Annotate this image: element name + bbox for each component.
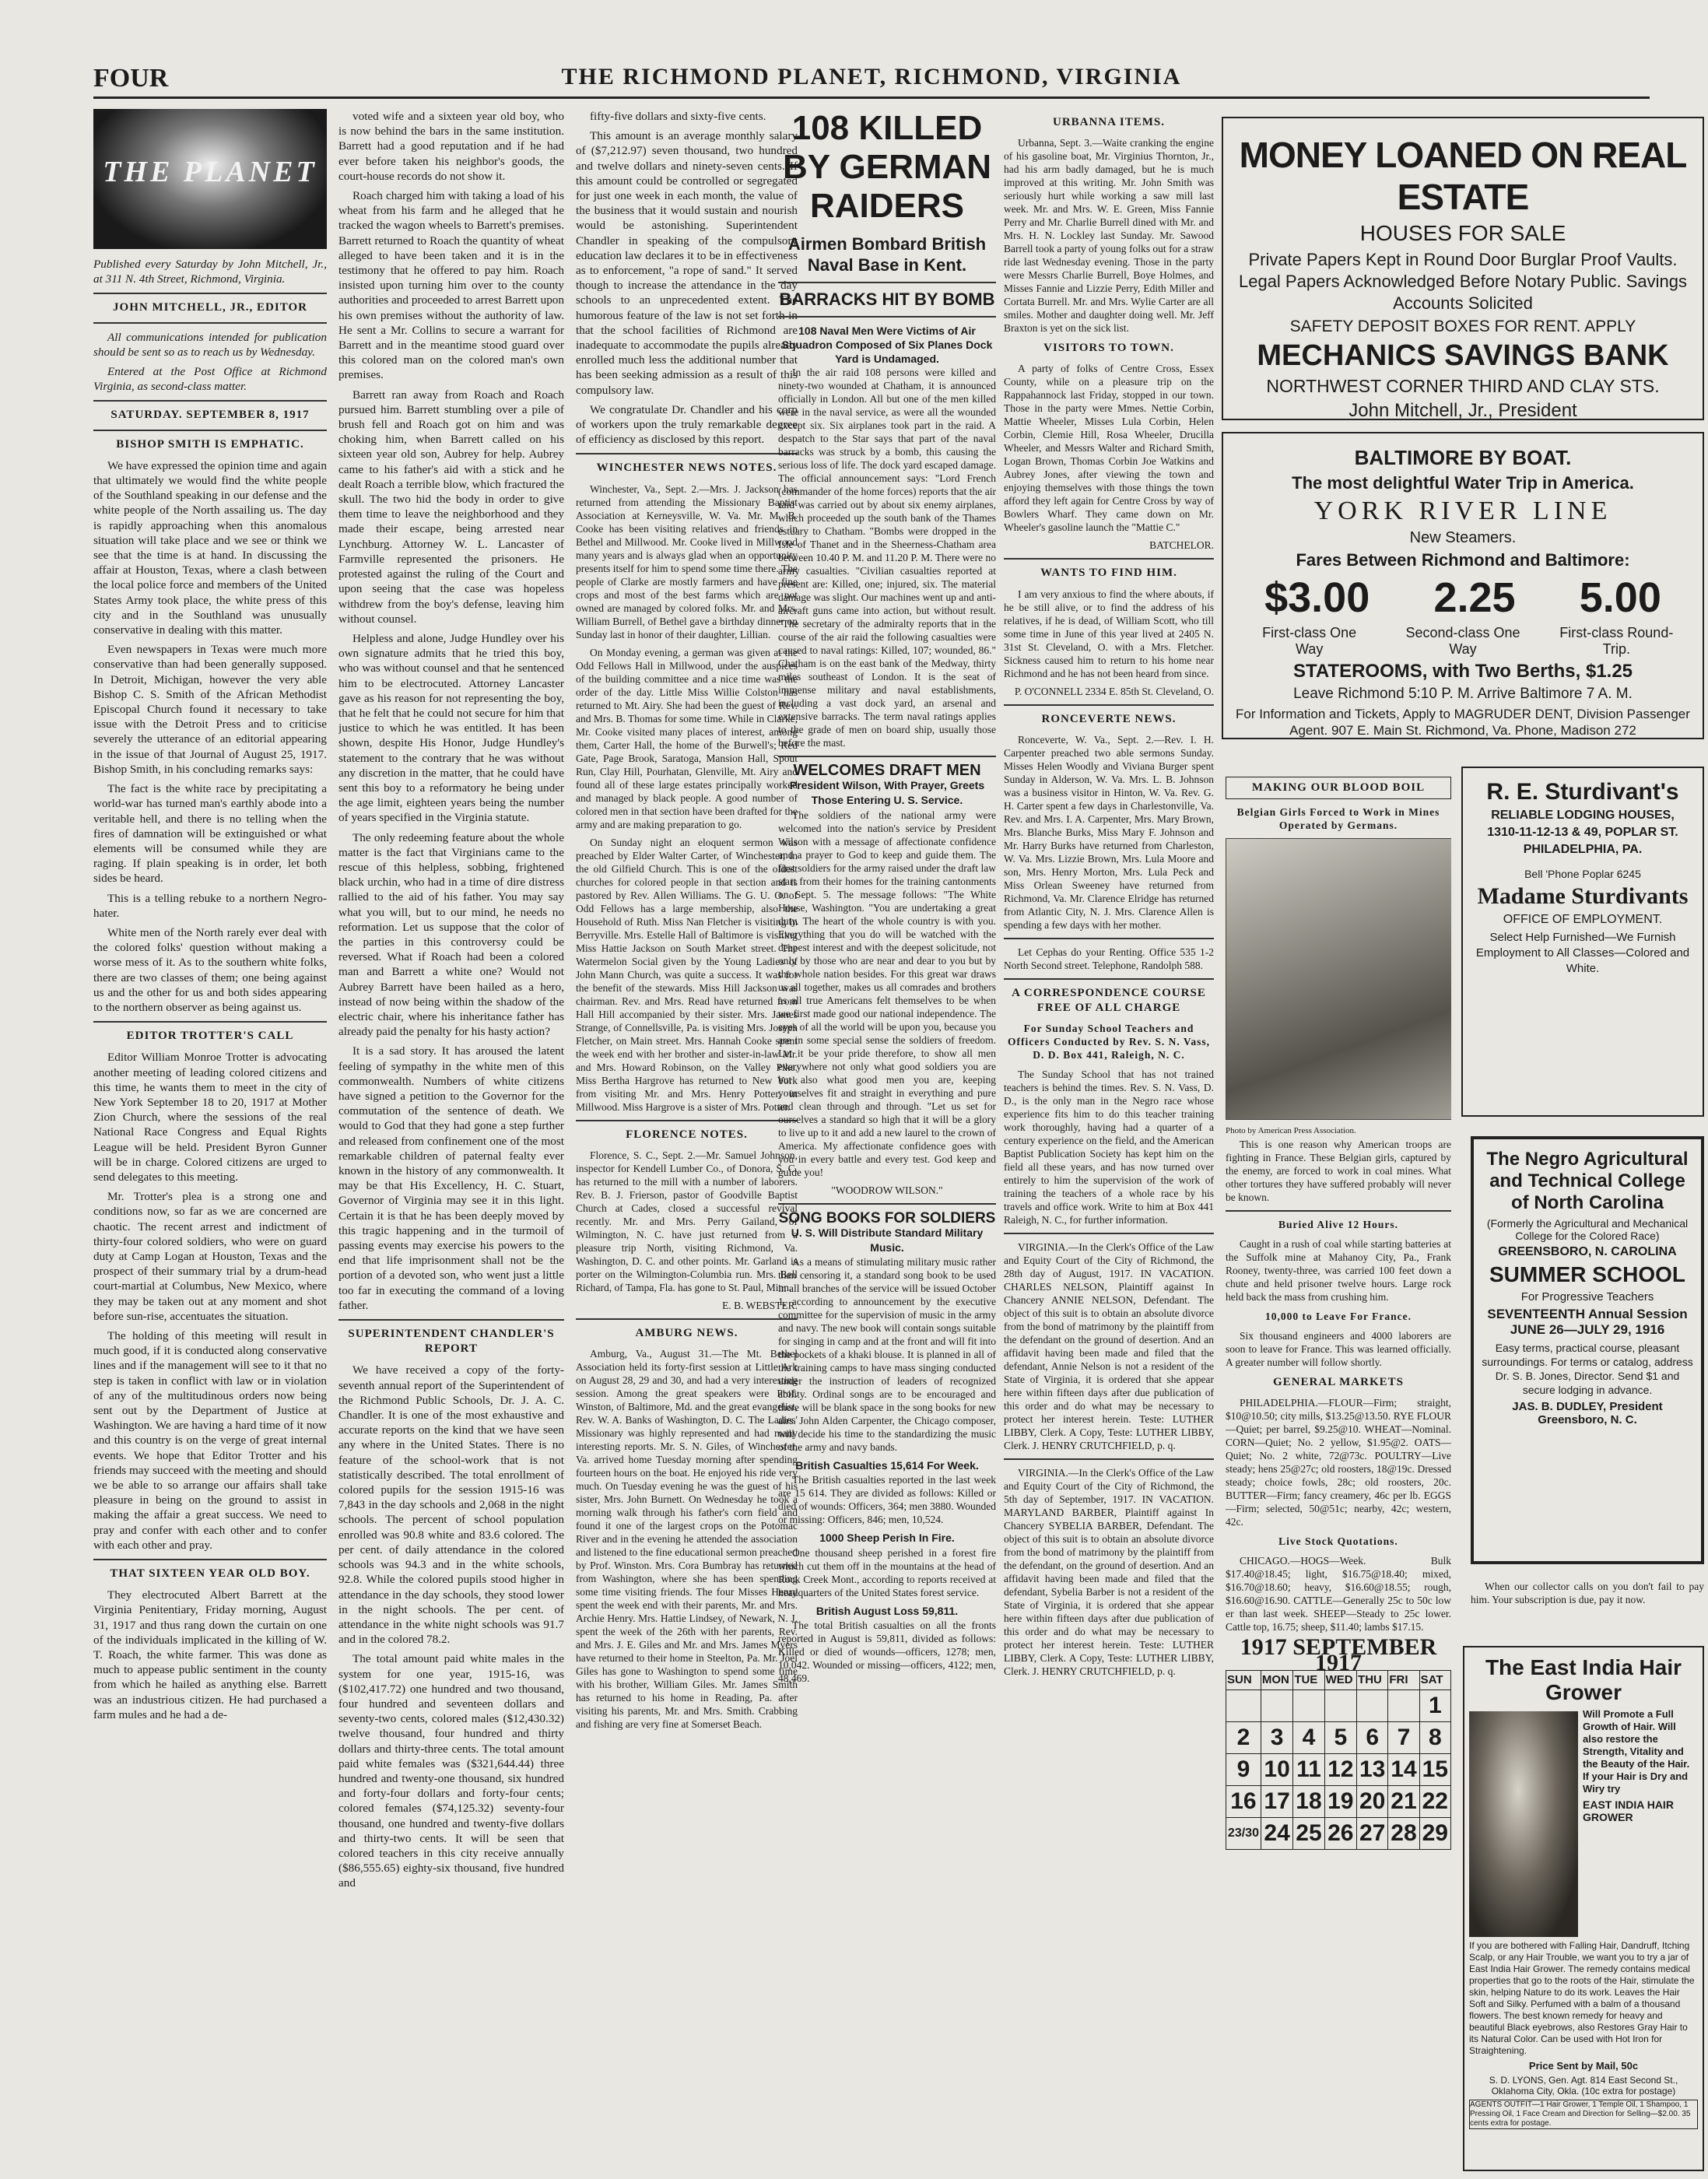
article-paragraph: In the air raid 108 persons were killed and ninety-two wounded at Chatham, it is announced officially in London. All but one of the men killed were in the naval service, as were all the wounded except six. Six airplanes took part in the raid. A despatch to the Star says that part of the naval barracks was struck by a bomb, this causing the serious loss of life. The dock yard escaped damage. The official announcement says: "Lord French (commander of the home forces) reports that the air raid was carried out by about six enemy airplanes, which proceeded up the south bank of the Thames estuary to Chatham. "Bombs were dropped in the Isle of Thanet and in the Sheerness-Chatham area between 10.40 P. M. and 11.20 P. M. There were no army casualties. "Civilian casualties reported at present are: Killed, one; injured, six. The material damage was slight. Our machines went up and anti-aircraft guns came into action, but without result. "The secretary of the admiralty reports that in the course of the air raid the following casualties were caused to naval ratings: Killed, 107; wounded, 86." Chatham is on the east bank of the Medway, thirty miles southeast of London. It is the seat of immense military and naval establishments, including a vast dock yard, an arsenal and extensive barracks. The term naval ratings applies to the grade of men on board ship, usually those before the mast. (778, 367, 996, 749)
calendar-day: 22 (1419, 1785, 1450, 1817)
headline-deck: Airmen Bombard British Naval Base in Kent. (787, 234, 987, 275)
article-paragraph: Mr. Trotter's plea is a strong one and conditions now, so far as we are concerned are chaotic. The recent arrest and indictment of thirty-four colored soldiers, who were on guard duty at Camp Logan at Houston, Texas and the prospect of their summary trial by a drum-head court-martial at Columbus, New Mexico, where they may be taken out at any moment and shot before sun-rise, accentuates the situation. (93, 1190, 327, 1323)
article-heading: A CORRESPONDENCE COURSE FREE OF ALL CHARGE (1012, 986, 1206, 1015)
headline-deck: 108 Naval Men Were Victims of Air Squadron Composed of Six Planes Dock Yard is Undamaged. (781, 325, 993, 365)
calendar-day: 9 (1226, 1753, 1261, 1785)
calendar-day: 11 (1293, 1753, 1324, 1785)
ad-line: For Information and Tickets, Apply to MAGRUDER DENT, Division Passenger Agent. 907 E. Main St. Richmond, Va. Phone, Madison 272 (1236, 707, 1690, 738)
ad-line: EAST INDIA HAIR GROWER (1583, 1798, 1674, 1823)
calendar-day: 12 (1324, 1753, 1356, 1785)
article-heading: SUPERINTENDENT CHANDLER'S REPORT (348, 1328, 555, 1356)
calendar-day: 25 (1293, 1817, 1324, 1849)
article-paragraph: We have expressed the opinion time and again that ultimately we would find the white people of the Southland speaking in our defense and the white people of the North assailing us. The day is rapidly approaching when this anomalous situation will take place and we see or think we see that the time is at hand. In discussing the affair at Houston, Texas, where a clash between the local police force and members of the United States Army took place, the white press of this city and in the Southland was unusually conservative in dealing with this matter. (93, 458, 327, 637)
calendar-day: 5 (1324, 1721, 1356, 1753)
legal-notice: VIRGINIA.—In the Clerk's Office of the Law and Equity Court of the City of Richmond, the 28th day of August, 1917. IN VACATION. CHARLES NELSON, Plaintiff against In Chancery ANNIE NELSON, Defendant. The object of this suit is to obtain an absolute divorce from the bond of matrimony by the plaintiff from the defendant on the ground of desertion. And an affidavit having been made and filed that the defendant, Annie Nelson is not a resident of the State of Virginia, it is ordered that she appear here within fifteen days after due publication of this order and do what may be necessary to protect her interest herein. Teste: LUTHER LIBBY, Clerk. A Copy, Teste: LUTHER LIBBY, Clerk. J. HENRY CRUTCHFIELD, p. q. (1004, 1241, 1214, 1452)
calendar-day (1293, 1690, 1324, 1721)
woman-portrait (1469, 1711, 1578, 1937)
calendar-day (1388, 1690, 1419, 1721)
calendar-day: 13 (1357, 1753, 1388, 1785)
ad-line: If you are bothered with Falling Hair, Dandruff, Itching Scalp, or any Hair Trouble, we want you to try a jar of East India Hair Grower. The remedy contains medical properties that go to the roots of the Hair, stimulate the skin, helping Nature to do its work. Leaves the Hair Soft and Silky. Perfumed with a balm of a thousand flowers. The best known remedy for heavy and beautiful Black eyebrows, also Restores Gray Hair to its Natural Color. Can be used with Hot Iron for Straightening. (1469, 1940, 1695, 2056)
calendar-day-header: TUE (1293, 1670, 1324, 1690)
calendar-day (1226, 1690, 1261, 1721)
ad-line: (Formerly the Agricultural and Mechanical College for the Colored Race) (1486, 1217, 1689, 1242)
calendar-day: 18 (1293, 1785, 1324, 1817)
calendar-day-header: SAT (1419, 1670, 1450, 1690)
article-paragraph: The total British casualties on all the fronts reported in August is 59,811, divided as follows: Killed or died of wounds—officers, 1278; men, 10,042. Wounded or missing—officers, 4122; men, 48,469. (778, 1619, 996, 1684)
article-heading: EDITOR TROTTER'S CALL (126, 1030, 294, 1043)
ad-line: Price Sent by Mail, 50c (1528, 2060, 1639, 2072)
newspaper-title: THE RICHMOND PLANET, RICHMOND, VIRGINIA (561, 64, 1182, 89)
calendar-day: 7 (1388, 1721, 1419, 1753)
collector-notice: When our collector calls on you don't fail to pay him. Your subscription is due, pay it now. (1471, 1581, 1704, 1605)
article-paragraph: They electrocuted Albert Barrett at the Virginia Penitentiary, Friday morning, August 31, 1917 and thus rang down the curtain on one of the individuals implicated in the killing of W. T. Roach, the white farmer. This was done as much to appease public sentiment in the county from which he hailed as anything else. Barrett was an industrious citizen. He had purchased a farm mules and he had a de- (93, 1588, 327, 1721)
ad-line: Leave Richmond 5:10 P. M. Arrive Baltimore 7 A. M. (1293, 686, 1633, 702)
article-paragraph: The total amount paid white males in the system for one year, 1915-16, was ($102,417.72) one hundred and two thousand, four hundred and seventeen dollars and seventy-two cents, colored males ($12,430.32) twelve thousand, four hundred and thirty dollars and thirty-three cents. The total amount paid white females was ($321,644.44) three hundred and twenty-one thousand, six hundred and forty-four dollars and forty-four cents; colored females ($74,125.32) seventy-four thousand, one hundred and twenty-five dollars and thirty-two cents. It will be seen that colored teachers in this city receive annually ($86,555.65) eighty-six thousand, five hundred and (338, 1652, 564, 1890)
divider (93, 1559, 327, 1560)
calendar-day: 2 (1226, 1721, 1261, 1753)
ad-line: For Progressive Teachers (1520, 1290, 1654, 1304)
divider (778, 1203, 996, 1205)
article-paragraph: As a means of stimulating military music rather than censoring it, a standard song book to be used in all branches of the service will be issued October 1, according to announcement by the executive committee for the supervision of music in the army and navy. The new book will contain songs suitable for singing in camp and at the front and will fit into the pockets of a khaki blouse. It is planned in all of the training camps to have mass singing conducted under the instruction of leaders of recognized ability. Ordinal songs are to be encouraged and there will be blank space in the song books for new airs. John Alden Carpenter, the Chicago composer, will decide his time to the standardizing the music of the army and navy bands. (778, 1256, 996, 1454)
issue-date: SATURDAY. SEPTEMBER 8, 1917 (110, 409, 310, 422)
column-6 (1226, 770, 1451, 2171)
ad-line: 1310-11-12-13 & 49, POPLAR ST. (1487, 826, 1678, 839)
fare-round: 5.00 (1579, 574, 1661, 621)
column-1 (93, 109, 327, 2163)
divider (93, 322, 327, 324)
calendar-day: 24 (1261, 1817, 1292, 1849)
ad-line: AGENTS OUTFIT—1 Hair Grower, 1 Temple Oil, 1 Shampoo, 1 Pressing Oil, 1 Face Cream and Direction for Selling—$2.00. 35 cents extra for postage. (1469, 2100, 1698, 2129)
article-paragraph: Ronceverte, W. Va., Sept. 2.—Rev. I. H. Carpenter preached two able sermons Sunday. Misses Helen Woodly and Viviana Burger spent Sunday in Alderson, W. Va. Mrs. L. B. Johnson was a business visitor in Hinton, W. Va. Rev. G. H. Carter spent a few days in Charlestonville, Va. Rev. and Mrs. I. A. Carpenter, Mrs. Mary Brown, Mrs. Blanche Burks, Miss Mary F. Johnson and Mr. Harry Burks have returned from Charleston, W. Va. Mrs. Lizzie Brown, Mrs. Lula Moore and son, Mrs. Henry Morton, Mrs. Lula Peck and Miss Orlean Sweeney have returned from Richmond, Va. Mr. Clarence Elridge has returned from Atlantic City, N. J. Mrs. Clarence Allen is spending a few days with her mother. (1004, 733, 1214, 931)
article-paragraph: Barrett ran away from Roach and Roach pursued him. Barrett stumbling over a pile of brush fell and Roach got on him and was choking him, when Barrett called on his sixteen year old son, Aubrey for help. Aubrey came to his father's aid with a stick and he dealt Roach a terrible blow, which fractured the skull. The two hid the body in order to give them time to leave the neighborhood and they made their escape, being arrested near Lynchburg. Attorney W. L. Lancaster of Farmville represented the prisoners. He protested against the ruling of the Court and upon seeing that the case was hopeless withdrew from the boy's defense, leaving him without counsel. (338, 388, 564, 626)
divider (93, 400, 327, 402)
article-paragraph: One thousand sheep perished in a forest fire which cut them off in the mountains at the head of Rock Creek Mont., according to reports received at headquarters of the United States forest service. (778, 1546, 996, 1598)
article-heading: MAKING OUR BLOOD BOIL (1226, 777, 1451, 799)
ad-line: Will Promote a Full Growth of Hair. Will also restore the Strength, Vitality and the Beauty of the Hair. If your Hair is Dry and Wiry try (1583, 1708, 1690, 1795)
ad-line: Select Help Furnished—We Furnish Employment to All Classes—Colored and White. (1475, 931, 1690, 975)
calendar-day: 16 (1226, 1785, 1261, 1817)
photo-credit: Photo by American Press Association. (1226, 1126, 1356, 1136)
ad-headline: YORK RIVER LINE (1313, 497, 1612, 525)
divider (1004, 704, 1214, 706)
ad-line: HOUSES FOR SALE (1359, 221, 1566, 245)
divider (1004, 1233, 1214, 1234)
article-paragraph: Editor William Monroe Trotter is advocating another meeting of leading colored citizens and this time, he wants them to meet in the city of New York September 18 to 20, 1917 at Mother Zion Church, where the sessions of the real National Race Congress and Equal Rights League will be held. President Byron Gunner will be in charge. Colored citizens are urged to send delegates to this meeting. (93, 1051, 327, 1184)
article-paragraph: We congratulate Dr. Chandler and his corp of workers upon the truly remarkable degree of efficiency as disclosed by this report. (576, 402, 798, 447)
ad-line: GREENSBORO, N. CAROLINA (1498, 1245, 1677, 1258)
bank-ad (1222, 117, 1704, 420)
article-paragraph: The only redeeming feature about the whole matter is the fact that Virginians came to the rescue of this helpless, sobbing, frightened black urchin, who had in a time of dire distress rallied to the aid of his father. You may say what you will, but to our mind, he needs no reformation. Let us suppose that the color of the parties in this controversy could be reversed. What if Roach had been a colored man and Barrett a white one? Would not Aubrey Barrett have been hailed as a hero, instead of now being within the shadow of the electric chair, where his inheritance father has already paid the penalty for his hasty action? (338, 830, 564, 1039)
article-heading: URBANNA ITEMS. (1052, 116, 1166, 128)
column-2 (338, 109, 564, 2163)
ad-headline: Madame Sturdivants (1477, 883, 1689, 909)
article-heading: 1000 Sheep Perish In Fire. (819, 1532, 955, 1545)
article-paragraph: Helpless and alone, Judge Hundley over his own signature admits that he tried this boy, who was without counsel and that he sentenced him to be electrocuted. Attorney Lancaster gave as his reason for not representing the boy, that he felt that he could not secure for him that justice to which he was entitled. It has been shown, despite His Honor, Judge Hundley's statement to the contrary that he was without any discretion in the matter, that he could have sent this boy to a reformatory he being under the age limit, eighteen years being the number of years specified in the Virginia statute. (338, 631, 564, 825)
article-paragraph: I am very anxious to find the where abouts, if he be still alive, or to find the address of his relatives, if he is dead, of William Scott, who till some time in June of this year lived at 2405 N. 31st St. Cleveland, O. with a Mrs. Fletcher. Sickness caused him to return to his home near Richmond and he has not been heard from since. (1004, 588, 1214, 679)
article-heading: RONCEVERTE NEWS. (1041, 712, 1177, 725)
calendar-day: 17 (1261, 1785, 1292, 1817)
headline-deck: BARRACKS HIT BY BOMB (779, 289, 995, 309)
ad-line: Easy terms, practical course, pleasant surroundings. For terms or catalog, address Dr. S. B. Jones, Director. Send $1 and secure lodging in advance. (1482, 1342, 1693, 1396)
calendar-week (1226, 1753, 1451, 1785)
article-paragraph: On Monday evening, a german was given at the Odd Fellows Hall in Millwood, under the auspices of the building committee and a nice time was the order of the day. Little Miss Willie Colston has returned to Mt. Airy. She had been the guest of Rev. and Mrs. B. Thomas for some time. While in Clarke, Mr. Cooke visited many places of interest, among them, Carter Hall, the home of the Burwell's; Red Gate, Page Brook, Saratoga, Mansion Hall, Spout Run, Clay Hill, Pourhatan, Glenville, Mt. Airy and found all of these large estates principally worked and managed by black people. A good number of colored men in that section have been drafted for the army and are making preparation to go. (576, 646, 798, 830)
divider (576, 453, 798, 454)
calendar-day: 10 (1261, 1753, 1292, 1785)
article-paragraph: This is a telling rebuke to a northern Negro-hater. (93, 891, 327, 920)
divider (93, 293, 327, 294)
calendar-day (1357, 1690, 1388, 1721)
column-4 (778, 109, 996, 2163)
divider (1004, 1458, 1214, 1460)
calendar-week (1226, 1721, 1451, 1753)
calendar-week (1226, 1817, 1451, 1849)
divider (93, 430, 327, 431)
masthead (93, 62, 1650, 99)
ad-headline: R. E. Sturdivant's (1486, 779, 1679, 805)
divider (1004, 978, 1214, 980)
ad-line: PHILADELPHIA, PA. (1523, 843, 1643, 856)
steamship-ad (1222, 432, 1704, 739)
article-heading: Buried Alive 12 Hours. (1278, 1219, 1398, 1231)
legal-notice: VIRGINIA.—In the Clerk's Office of the Law and Equity Court of the City of Richmond, the 5th day of September, 1917. IN VACATION. MARYLAND BARBER, Plaintiff against In Chancery SYBELIA BARBER, Defendant. The object of this suit is to obtain an absolute divorce from the bond of matrimony by the plaintiff from the defendant, on the ground of desertion. And an affidavit having been made and filed that the defendant, Sybelia Barber is not a resident of the State of Virginia, it is ordered that she appear here within fifteen days after due publication of this order and do what may be necessary to protect her interest herein. Teste: LUTHER LIBBY, Clerk. A Copy, Teste: LUTHER LIBBY, Clerk. J. HENRY CRUTCHFIELD, p. q. (1004, 1467, 1214, 1678)
ad-headline: The East India Hair Grower (1485, 1655, 1682, 1704)
article-heading: AMBURG NEWS. (635, 1326, 738, 1339)
article-heading: THAT SIXTEEN YEAR OLD BOY. (110, 1567, 310, 1581)
calendar-day: 26 (1324, 1817, 1356, 1849)
calendar-body (1226, 1690, 1451, 1849)
ad-line: Fares Between Richmond and Baltimore: (1296, 550, 1630, 570)
fares (1233, 574, 1693, 622)
ad-headline: SUMMER SCHOOL (1489, 1262, 1685, 1286)
fare-first: $3.00 (1264, 574, 1370, 621)
headline-deck: President Wilson, With Prayer, Greets Those Entering U. S. Service. (789, 779, 985, 807)
column-5 (1004, 109, 1214, 2163)
article-paragraph: The Sunday School that has not trained teachers is behind the times. Rev. S. N. Vass, D. D., is the only man in the Negro race whose experience fits him to do this teacher training work thoroughly, having had a quarter of a century experience on the field, and the American Baptist Publication Society has kept him on the field all these years, and has now turned over entirely to him the supervision of the work of training the teachers of a whole race by his travels and office work. Write to him at Box 441 Raleigh, N. C., for further information. (1004, 1068, 1214, 1226)
ad-headline: MONEY LOANED ON REAL ESTATE (1239, 135, 1687, 217)
article-paragraph: Urbanna, Sept. 3.—Waite cranking the engine of his gasoline boat, Mr. Virginius Thornton, Jr., had his arm badly damaged, but he is much improved at this writing. Mr. John Smith was seriously hurt while working a saw mill last week. Mr. and Mrs. W. E. Green, Miss Fannie Perry and Mr. Charlie Burrell dined with Mr. and Mrs. H. N. Lockley last Sunday. Mr. Sawood Barrell took a party of young folks out for a straw ride last Wednesday evening. Those in the party were Messrs Charlie Burrell, Boye Holmes, and Misses Fannie and Lizzie Perry, Edith Miller and Cortata Burrell. Mr. and Mrs. Wylie Carter are all smiles. Mother and daughter doing well. Mr. Jeff Braxton is yet on the sick list. (1004, 137, 1214, 335)
article-heading: WINCHESTER NEWS NOTES. (596, 461, 777, 475)
publication-info: Published every Saturday by John Mitchell, Jr., at 311 N. 4th Street, Richmond, Virginia. (93, 258, 327, 286)
divider (93, 1021, 327, 1023)
calendar-day: 20 (1357, 1785, 1388, 1817)
article-paragraph: The British casualties reported in the last week are 15 614. They are divided as follows: Killed or died of wounds: Officers, 364; men 3880. Wounded or missing: Officers, 846; men, 10,524. (778, 1474, 996, 1526)
ad-line: SAFETY DEPOSIT BOXES FOR RENT. APPLY (1289, 318, 1636, 335)
article-paragraph: Winchester, Va., Sept. 2.—Mrs. J. Jackson has returned from attending the Missionary Baptist Association at Kerneysville, W. Va. Mr. M. B. Cooke has been visiting relatives and friends in Bethel and Millwood. Mr. Cooke lived in Millwood many years and is always glad when an opportunity presents itself for him to spend some time there. The people of Clarke are mostly farmers and have fine crops and most of the best farms which are not owned are managed by colored folks. Mr. and Mrs. William Burrell, of Bethel gave a birthday dinner on Sunday last in honor of their daughter, Lillian. (576, 482, 798, 640)
ad-line: NORTHWEST CORNER THIRD AND CLAY STS. (1266, 376, 1660, 396)
ad-line: OFFICE OF EMPLOYMENT. (1503, 913, 1663, 926)
ad-line: JAS. B. DUDLEY, President Greensboro, N. C. (1512, 1400, 1663, 1426)
ad-headline: BALTIMORE BY BOAT. (1354, 446, 1572, 469)
article-paragraph: A party of folks of Centre Cross, Essex County, while on a pleasure trip on the Rappahannock last Friday, stopped in our town. Those in the party were Mmes. Nettie Corbin, Mattie Wheeler, Misses Lula Corbin, Helen Corbin, Clemie Hill, Rosa Wheeler, Drucilla Wheeler, and Messrs Walter and Richard Smith, Logan Brown, Thomas Corbin Joe Watkins and Aubrey Jones, after viewing the town and enjoying themselves with those things the town afford they left again for Centre Cross by way of Bowlers Wharf. They came down on Mr. Wheeler's gasoline launch the "Mattie C." (1004, 363, 1214, 534)
signature: E. B. WEBSTER. (722, 1299, 798, 1311)
ad-headline: The Negro Agricultural and Technical College of North Carolina (1486, 1149, 1689, 1213)
article-paragraph: voted wife and a sixteen year old boy, who is now behind the bars in the same institution. Barrett had a good reputation and if he had ever before taken his neighbor's goods, the court-house records do not show it. (338, 110, 564, 183)
planet-logo: THE PLANET (93, 109, 327, 249)
headline-deck: Belgian Girls Forced to Work in Mines Operated by Germans. (1236, 806, 1440, 832)
calendar-day-header: FRI (1388, 1670, 1419, 1690)
column-3 (576, 109, 798, 2163)
divider (338, 1319, 564, 1321)
article-heading: FLORENCE NOTES. (626, 1128, 748, 1141)
article-paragraph: Roach charged him with taking a load of his wheat from his farm and he alleged that he tracked the wagon wheels to Barrett's premises. Barrett returned to Roach the quantity of wheat alleged to have been taken and it is in the testimony that he offered to pay him. Roach insisted upon turning him over to the county authorities and proceeded to arrest Barrett upon his own premises without the authority of law. He sent a Mr. Collins to secure a warrant for Barrett and in the meantime stood guard over this colored man on the colored man's own premises. (338, 189, 564, 382)
calendar-day-header: THU (1357, 1670, 1388, 1690)
fare-classes: First-class One Way Second-class One Way First-class Round-Trip. (1262, 625, 1674, 657)
article-heading: SONG BOOKS FOR SOLDIERS (778, 1209, 996, 1226)
divider (1004, 558, 1214, 560)
divider (778, 316, 996, 318)
calendar-header (1226, 1670, 1451, 1690)
calendar-day-header: MON (1261, 1670, 1292, 1690)
article-paragraph: On Sunday night an eloquent sermon was preached by Elder Walter Carter, of Winchester, in the old Gilfield Church. This is one of the oldest churches for colored people in that section and is pastored by Rev. Allen Williams. The G. U. O. of Odd Fellows has a large membership, also the Household of Ruth. Miss Nan Fletcher is visiting in Berryville. Mrs. Estelle Hall of Baltimore is visiting Miss Hattie Jackson on South Market street. The Watermelon Social given by the Young Ladies of John Mann Church, was quite a success. It was for the benefit of the stewards. Miss Hill Jackson was chairman. Rev. and Mrs. Read have returned from Hall Hill accompanied by their sister. Mrs. James Strange, of Connellsville, Pa. is visiting Mrs. Joseph Fletcher, on Main street. Mrs. Hannah Cooke spent the week end with her brother and sister-in-law Mr. and Mrs. Howard Robinson, on the Valley Pike. Miss Bertha Hargrove has returned to New York from visiting Mr. and Mrs. Henry Potter, in Millwood. Miss Hargrove is a sister of Mrs. Potter. (576, 836, 798, 1113)
calendar-day (1324, 1690, 1356, 1721)
signature: BATCHELOR. (1149, 539, 1214, 552)
calendar-day: 29 (1419, 1817, 1450, 1849)
article-paragraph: Amburg, Va., August 31.—The Mt. Bethel Association held its forty-first session at Little Ark on August 28, 29 and 30, and had a very interesting session. Among the great speakers were Prof. Winston, of Baltimore, Md. and the great evangelist, Rev. W. A. Banks of Washington, D. C. The Ladies' Missionary was highly represented and had many interesting reports. Mr. S. N. Giles, of Winchester, Va. arrived home Tuesday morning after spending fourteen hours on the boat. He enjoyed his ride very much. On Tuesday evening he was the guest of his sister, Mrs. John Burnett. On Wednesday he took a morning walk through his father's corn field and found it one of the largest crops on the Potomac River and in the evening he attended the association and listened to the fine educational sermon preached by Prof. Winston. Mrs. Cora Bumbray has returned from Washington, where she has been spending some time visiting friends. The four Misses Henry spent the week end with their parents, Mr. and Mrs. Archie Henry. Mrs. Hattie Lindsey, of Newark, N. J. spent the week of the 26th with her parents, Rev. and Mrs. J. E. Giles and Mr. and Mrs. James Myers have returned to their home in Steelton, Pa. Mr. Joel Giles has gone to Washington to spend some time with his brother, William Giles. Mr. James Smith has returned to his home in Reading, Pa. after visiting his parents, Mr. and Mrs. Smith. Crabbing and fishing are very fine at Somerset Beach. (576, 1348, 798, 1731)
divider (1226, 1210, 1451, 1212)
article-heading: British August Loss 59,811. (815, 1604, 959, 1617)
calendar-title: 1917 SEPTEMBER 1917 (1240, 1634, 1437, 1675)
article-heading: BISHOP SMITH IS EMPHATIC. (116, 437, 304, 451)
article-heading: VISITORS TO TOWN. (1043, 342, 1174, 355)
ad-line: The most delightful Water Trip in America. (1292, 473, 1634, 493)
divider (778, 756, 996, 757)
divider (778, 282, 996, 283)
ad-line: STATEROOMS, with Two Berths, $1.25 (1292, 661, 1633, 682)
calendar-day: 27 (1357, 1817, 1388, 1849)
article-paragraph: fifty-five dollars and sixty-five cents. (590, 110, 766, 123)
calendar-day-header: WED (1324, 1670, 1356, 1690)
calendar (1226, 1670, 1451, 1850)
article-paragraph: The soldiers of the national army were welcomed into the nation's service by President Wilson with a message of affectionate confidence and a prayer to God to keep and guide them. The first soldiers for the army raised under the draft law start from their homes for the training cantonments on Sept. 5. The message follows: "The White House, Washington. "You are undertaking a great duty. The heart of the whole country is with you. Everything that you do will be watched with the deepest interest and with the deepest solicitude, not only by those who are near and dear to you but by the whole nation besides. For this great war draws us all together, makes us all comrades and brothers as all true Americans felt themselves to be when we first made good our national independence. The eyes of all the world will be upon you, because you are in some special sense the soldiers of freedom. Let it be your pride therefore, to show all men everywhere not only what good soldiers you are but also what good men you are, keeping yourselves fit and straight in everything and pure and clean through and through. "Let us set for ourselves a standard so high that it will be a glory to live up to it and add a new laurel to the crown of America. My affectionate confidence goes with you in every battle and every test. God keep and guide you! (778, 809, 996, 1178)
article-heading: 10,000 to Leave For France. (1265, 1311, 1412, 1323)
signature: P. O'CONNELL 2334 E. 85th St. Cleveland, O. (1014, 685, 1214, 697)
calendar-day: 19 (1324, 1785, 1356, 1817)
divider (576, 1318, 798, 1320)
calendar-day: 21 (1388, 1785, 1419, 1817)
article-heading: British Casualties 15,614 For Week. (795, 1459, 979, 1472)
signature: "WOODROW WILSON." (831, 1184, 943, 1196)
ad-line: Bell 'Phone Poplar 6245 (1524, 868, 1641, 880)
calendar-day: 15 (1419, 1753, 1450, 1785)
sturdivant-ad (1461, 767, 1704, 1117)
ad-line: Private Papers Kept in Round Door Burglar Proof Vaults. Legal Papers Acknowledged Before Notary Public. Savings Accounts Solicited (1238, 250, 1687, 313)
entry-notice: Entered at the Post Office at Richmond Virginia, as second-class matter. (93, 365, 327, 394)
market-report: CHICAGO.—HOGS—Week. Bulk $17.40@18.45; light, $16.75@18.40; mixed, $16.70@18.60; heavy, $16.60@18.55; rough, $16.60@16.90. CATTLE—Generally 25c to 50c low er than last week. SHEEP—Steady to 25c lower. Cattle top, 16.75; sheep, $11.40; lambs $17.15. (1226, 1555, 1451, 1633)
calendar-day-header: SUN (1226, 1670, 1261, 1690)
article-paragraph: Let Cephas do your Renting. Office 535 1-2 North Second street. Telephone, Randolph 588. (1004, 946, 1214, 971)
article-paragraph: We have received a copy of the forty-seventh annual report of the Superintendent of the Richmond Public Schools, Dr. J. A. C. Chandler. It is one of the most exhaustive and accurate reports on the kind that we have seen any where in the United States. There is no feature of the school-work that is not statistically described. The total enrollment of colored pupils for the session 1915-16 was 7,843 in the day schools and 2,068 in the night schools. The percent of school population enrolled was 90.8 white and 83.6 colored. The per cent. of daily attendance in the colored schools was 94.3 and in the white schools, 92.8. While the colored pupils stood higher in attendance in the day schools, they stood lower in the night schools. The per cent. of attendance in the white night schools was 91.7 and in the colored 78.2. (338, 1363, 564, 1647)
calendar-day: 23/30 (1226, 1817, 1261, 1849)
notice: All communications intended for publication should be sent so as to reach us by Wednesday. (93, 330, 327, 359)
calendar-day: 28 (1388, 1817, 1419, 1849)
calendar-day: 4 (1293, 1721, 1324, 1753)
calendar-day: 8 (1419, 1721, 1450, 1753)
hair-grower-ad (1463, 1646, 1704, 2171)
college-ad (1471, 1136, 1704, 1564)
calendar-day (1261, 1690, 1292, 1721)
article-paragraph: The fact is the white race by precipitating a world-war has turned man's earthly abode into a veritable hell, and there is no telling when the fires of damnation will be extinguished or what elements will be consumed while they are raging. If plain speaking is in order, let both sides be heard. (93, 782, 327, 886)
ad-line: New Steamers. (1409, 529, 1517, 546)
article-paragraph: Caught in a rush of coal while starting batteries at the Suffolk mine at Mahanoy City, Pa., Frank Rooney, twenty-three, was carried 100 feet down a chute and held prisoner twelve hours. Large rock held back the mass from crushing him. (1226, 1238, 1451, 1304)
divider (576, 1120, 798, 1121)
calendar-week (1226, 1785, 1451, 1817)
editor-line: JOHN MITCHELL, JR., EDITOR (113, 301, 307, 314)
article-paragraph: The holding of this meeting will result in much good, if it is conducted along conservative lines and if the management will see to it that no step is taken in conflict with law or in violation of any of the multitudinous orders now being sent out by the Department of Justice at Washington. We are having a hard time of it now and this country is on the verge of great internal events. We hope that Editor Trotter and his friends may succeed with the meeting and should we be able to so arrange our affairs shall take pleasure in being on the ground to assist in making the affair a great success. We need to pray and confer with each other and to confer with each other and pray. (93, 1329, 327, 1552)
article-heading: WELCOMES DRAFT MEN (793, 762, 981, 779)
article-paragraph: This amount is an average monthly salary of ($7,212.97) seven thousand, two hundred and twelve dollars and ninety-seven cents. If this amount could be controlled or segregated for just one week in each month, the value of the business that it would sustain and nourish would be astonishing. Superintendent Chandler in speaking of the compulsory education law declares it to be in effectiveness as to enforcement, "a rope of sand." It served though to increase the attendance in the day schools to an unprecedented extent. The humorous feature of the law is not set forth in that the school facilities of Richmond are inadequate to accommodate the pupils already enrolled much less the additional number that has been seeking admission as a result of this compulsory law. (576, 129, 798, 397)
article-paragraph: Even newspapers in Texas were much more conservative than had been generally supposed. In Detroit, Michigan, however the very able Bishop C. S. Smith of the African Methodist Episcopal Church found it necessary to take issue with the Detroit Press and to criticise severely the utterance of an editorial appearing in the issue of that Journal of August 25, 1917. Bishop Smith, in his concluding remarks says: (93, 643, 327, 776)
calendar-day: 6 (1357, 1721, 1388, 1753)
article-heading: WANTS TO FIND HIM. (1040, 567, 1177, 580)
article-heading: Live Stock Quotations. (1278, 1535, 1398, 1548)
market-report: PHILADELPHIA.—FLOUR—Firm; straight, $10@10.50; city mills, $13.25@13.50. RYE FLOUR—Quiet; per barrel, $9.25@10. WHEAT—Nominal. CORN—Quiet; No. 2 yellow, $1.95@2. OATS—Quiet; No. 2 white, 72@73c. POULTRY—Live steady; hens 25@27c; old roosters, 18@19c. Dressed steady; choice fowls, 28c; old roosters, 20c. BUTTER—Firm; fancy creamery, 46c per lb. EGGS—Firm; selected, 50@51c; nearby, 42c; western, 42c. (1226, 1397, 1451, 1528)
ad-line: John Mitchell, Jr., President (1349, 400, 1577, 420)
ad-line: SEVENTEENTH Annual Session JUNE 26—JULY 29, 1916 (1487, 1307, 1688, 1337)
calendar-week (1226, 1690, 1451, 1721)
headline-deck: U. S. Will Distribute Standard Military Music. (791, 1226, 984, 1254)
ad-line: S. D. LYONS, Gen. Agt. 814 East Second St., Oklahoma City, Okla. (10c extra for postage) (1489, 2075, 1678, 2097)
article-paragraph: It is a sad story. It has aroused the latent feeling of sympathy in the white men of this commonwealth. Numbers of white citizens have signed a petition to the Governor for the commutation of the sentence of death. We would to God that they had gone a step further and released from confinement one of the most remarkable children of paternal fealty ever known in the history of any commonwealth. It may be that His Excellency, H. C. Stuart, Governor of Virginia may see it in this light. Certain it is that he has been deeply moved by this tragic happening and in the turmoil of passing events may exercise his powers to the end that life imprisonment shall not be the portion of a devoted son, who went just a little too far in executing the command of a loving father. (338, 1044, 564, 1312)
ad-headline: MECHANICS SAVINGS BANK (1257, 339, 1669, 372)
article-paragraph: White men of the North rarely ever deal with the colored folks' question without making a worse mess of it. As to the southern white folks, there are two classes of them; one being against us and the other for us and both sides appearing to the northern observer as being against us. (93, 925, 327, 1014)
article-heading: GENERAL MARKETS (1273, 1376, 1404, 1389)
headline-deck: For Sunday School Teachers and Officers Conducted by Rev. S. N. Vass, D. D. Box 441, Raleigh, N. C. (1007, 1023, 1211, 1061)
article-paragraph: Six thousand engineers and 4000 laborers are soon to leave for France. This was learned officially. A greater number will follow shortly. (1226, 1330, 1451, 1369)
article-paragraph: Florence, S. C., Sept. 2.—Mr. Samuel Johnson, inspector for Kendell Lumber Co., of Donora, S. C. has returned to the mill with a number of laborers. Rev. B. J. Frierson, pastor of Goodville Baptist Church at Cades, closed a successful revival recently. Mr. and Mrs. Perry Gailand, of Wilmington, N. C. have just returned from a pleasure trip North, visiting Richmond, Va. Washington, D. C. and other points. Mr. Garland is porter on the Wilmington-Columbia run. Mrs. Bell Richard, of Tampa, Fla. has gone to St. Paul, Minn. (576, 1149, 798, 1293)
page-number: FOUR (93, 64, 169, 93)
divider (1004, 938, 1214, 939)
fare-second: 2.25 (1433, 574, 1516, 621)
calendar-day: 3 (1261, 1721, 1292, 1753)
headline: 108 KILLED BY GERMAN RAIDERS (782, 109, 992, 225)
calendar-day: 14 (1388, 1753, 1419, 1785)
ad-line: RELIABLE LODGING HOUSES, (1491, 809, 1675, 822)
calendar-day: 1 (1419, 1690, 1450, 1721)
belgian-girls-photo (1226, 838, 1451, 1120)
photo-caption: This is one reason why American troops are fighting in France. These Belgian girls, captured by the enemy, are forced to work in coal mines. What other tortures they have suffered probably will never be known. (1226, 1139, 1451, 1204)
